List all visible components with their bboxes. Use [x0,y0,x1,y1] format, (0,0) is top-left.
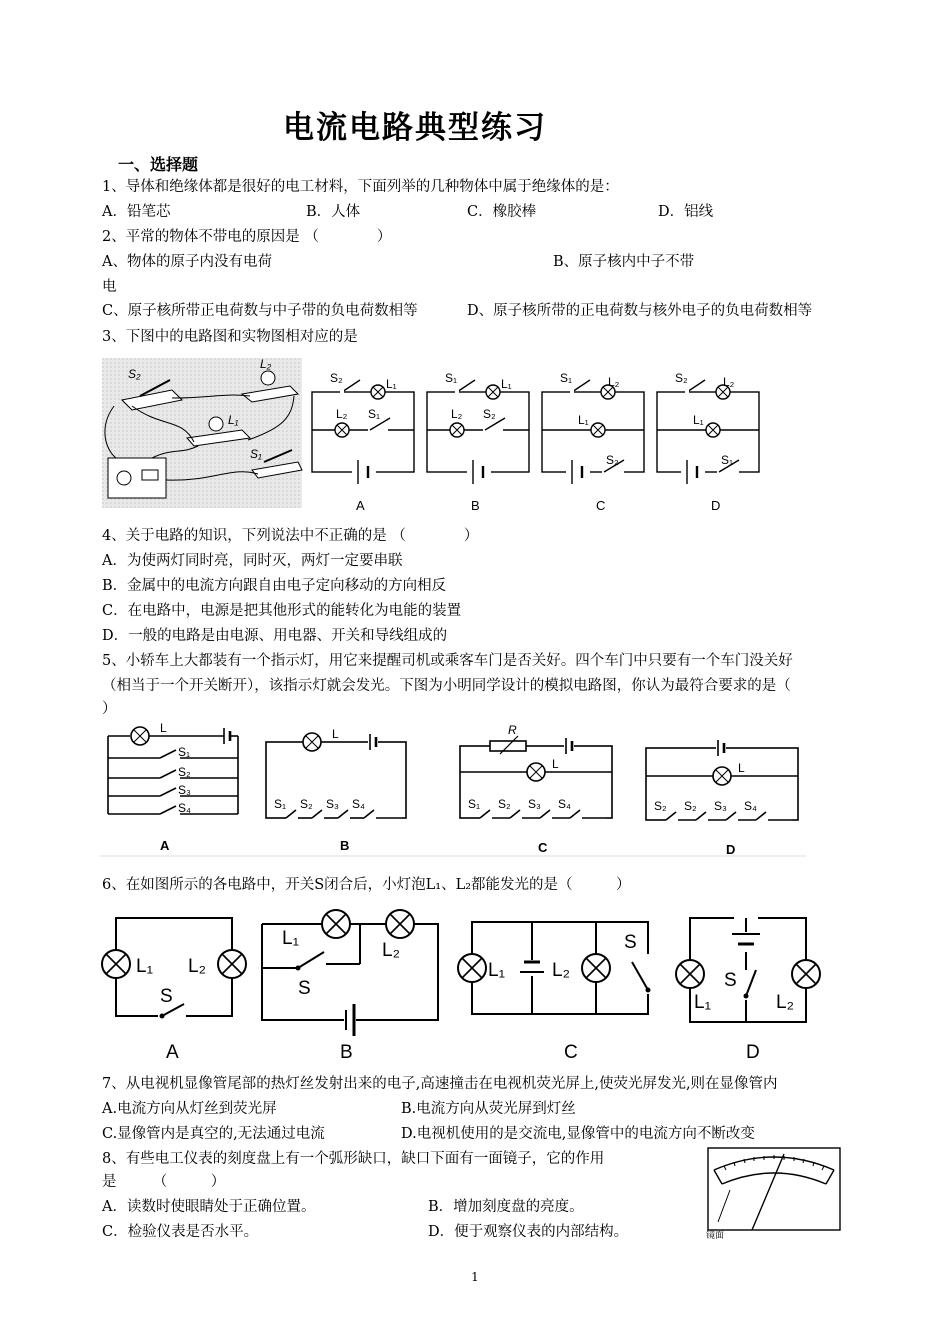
q5-d-s3: S₃ [714,799,727,813]
q6-d-s: S [724,970,737,991]
q5-d-s4: S₄ [744,799,757,813]
q6-b-s: S [298,978,311,999]
q8-option-a: A．读数时使眼睛处于正确位置。 [102,1199,316,1215]
q5-a-s2: S₂ [178,765,191,779]
q5-a-s1: S₁ [178,745,191,759]
q8-option-b: B．增加刻度盘的亮度。 [428,1199,584,1215]
q3-b-l1: L₁ [501,377,512,391]
q5-c-L: L [552,757,559,771]
q6-circuit-diagrams [100,904,820,1064]
q3-b-l2: L₂ [451,407,463,421]
q6-d-l2: L₂ [776,992,794,1013]
q3-a-l2: L₂ [336,407,348,421]
q2-option-d: D、原子核所带的正电荷数与核外电子的负电荷数相等 [467,303,813,319]
q6-c-s: S [624,932,637,953]
q3-b-s1: S₁ [445,371,458,385]
q5-d-s2b: S₂ [684,799,697,813]
q5-c-s3: S₃ [528,797,541,811]
q6-b-l2: L₂ [382,940,400,961]
q5-c-R: R [508,723,517,737]
q5-d-L: L [738,761,745,775]
q6-c-l2: L₂ [552,960,570,981]
q3-d-s2: S₂ [675,371,688,385]
q3-c-s1: S₁ [560,371,573,385]
q8-option-d: D．便于观察仪表的内部结构。 [428,1224,629,1240]
q6-d-l1: L₁ [694,992,711,1013]
q3-stem: 3、下图中的电路图和实物图相对应的是 [102,329,358,345]
q7-option-d: D.电视机使用的是交流电,显像管中的电流方向不断改变 [401,1126,755,1142]
q5-b-s1: S₁ [274,797,287,811]
q2-option-b: B、原子核内中子不带 [553,254,695,270]
q5-label-b: B [340,838,350,853]
q3-label-c: C [596,498,606,513]
q4-option-d: D．一般的电路是由电源、用电器、开关和导线组成的 [102,628,448,644]
q3-label-s2: S₂ [128,367,141,381]
q4-option-b: B．金属中的电流方向跟自由电子定向移动的方向相反 [102,578,447,594]
q2-option-c: C、原子核所带正电荷数与中子带的负电荷数相等 [102,303,418,319]
q1-option-d: D．铝线 [658,204,714,220]
q5-d-s2: S₂ [654,799,667,813]
q4-option-c: C．在电路中，电源是把其他形式的能转化为电能的装置 [102,603,462,619]
page-title: 电流电路典型练习 [283,110,547,146]
q3-label-s1: S₁ [250,447,262,461]
q8-stem: 8、有些电工仪表的刻度盘上有一个弧形缺口，缺口下面有一面镜子，它的作用 [102,1151,605,1167]
q6-label-c: C [564,1042,578,1063]
q6-b-l1: L₁ [282,928,299,949]
q5-b-L: L [332,727,339,741]
q1-option-c: C．橡胶棒 [467,204,537,220]
q3-label-l2: L₂ [260,357,272,371]
q7-option-c: C.显像管内是真空的,无法通过电流 [102,1126,325,1142]
q3-a-l1: L₁ [386,377,397,391]
q5-line-3: ） [102,701,117,717]
q5-a-s4: S₄ [178,801,191,815]
q6-a-l2: L₂ [188,956,206,977]
q3-a-s1: S₁ [368,407,381,421]
q3-b-s2: S₂ [483,407,496,421]
q3-d-l2: L₂ [723,375,735,389]
q5-line-2: （相当于一个开关断开），该指示灯就会发光。下图为小明同学设计的模拟电路图，你认为最符合要求的是（ [102,678,791,694]
q3-label-a: A [356,498,365,513]
q5-b-s3: S₃ [326,797,339,811]
q5-a-L: L [160,721,167,735]
q6-stem: 6、在如图所示的各电路中，开关S闭合后，小灯泡L₁、L₂都能发光的是（ ） [102,877,631,893]
q1-option-b: B．人体 [306,204,361,220]
q3-circuit-diagrams [300,360,780,520]
q2-option-b-wrap: 电 [102,279,117,295]
q3-c-l1: L₁ [578,413,589,427]
q6-a-l1: L₁ [136,956,153,977]
q5-b-s2: S₂ [300,797,313,811]
section-heading: 一、选择题 [118,155,199,174]
q5-line-1: 5、小轿车上大都装有一个指示灯，用它来提醒司机或乘客车门是否关好。四个车门中只要有一个车门没关好 [102,653,793,669]
q6-label-b: B [340,1042,353,1063]
q5-b-s4: S₄ [352,797,365,811]
q3-d-l1: L₁ [693,413,704,427]
q5-c-s1: S₁ [468,797,481,811]
q6-c-l1: L₁ [488,960,505,981]
q5-c-s2: S₂ [498,797,511,811]
q8-meter-figure [700,1140,850,1240]
q1-stem: 1、导体和绝缘体都是很好的电工材料，下面列举的几种物体中属于绝缘体的是： [102,179,619,195]
q8-option-c: C．检验仪表是否水平。 [102,1224,259,1240]
q4-option-a: A．为使两灯同时亮，同时灭，两灯一定要串联 [102,553,403,569]
q7-stem: 7、从电视机显像管尾部的热灯丝发射出来的电子,高速撞击在电视机荧光屏上,使荧光屏发光,则在显像管内 [102,1076,778,1092]
q3-label-b: B [471,498,480,513]
q3-label-l1: L₁ [228,413,239,427]
q5-a-s3: S₃ [178,783,191,797]
q8-stem-2: 是 （ ） [102,1174,226,1190]
q3-c-s2: S₂ [606,453,619,467]
q3-d-s1: S₁ [721,453,734,467]
q3-c-l2: L₂ [608,375,620,389]
q4-stem: 4、关于电路的知识，下列说法中不正确的是 （ ） [102,528,479,544]
q1-option-a: A．铅笔芯 [102,204,171,220]
q3-label-d: D [711,498,721,513]
q8-mirror-label: 镜面 [706,1230,725,1240]
q2-stem: 2、平常的物体不带电的原因是 （ ） [102,229,392,245]
q3-a-s2: S₂ [330,371,343,385]
q5-label-c: C [538,840,548,855]
q2-option-a: A、物体的原子内没有电荷 [102,254,272,270]
q7-option-b: B.电流方向从荧光屏到灯丝 [401,1101,576,1117]
q6-label-d: D [746,1042,760,1063]
q5-c-s4: S₄ [558,797,571,811]
q6-label-a: A [166,1042,179,1063]
q5-circuit-diagrams [100,722,810,862]
q7-option-a: A.电流方向从灯丝到荧光屏 [102,1101,277,1117]
q5-label-a: A [160,838,170,853]
q5-label-d: D [726,842,736,857]
q3-physical-figure [102,358,302,508]
page-number: 1 [471,1270,479,1284]
q6-a-s: S [160,986,173,1007]
